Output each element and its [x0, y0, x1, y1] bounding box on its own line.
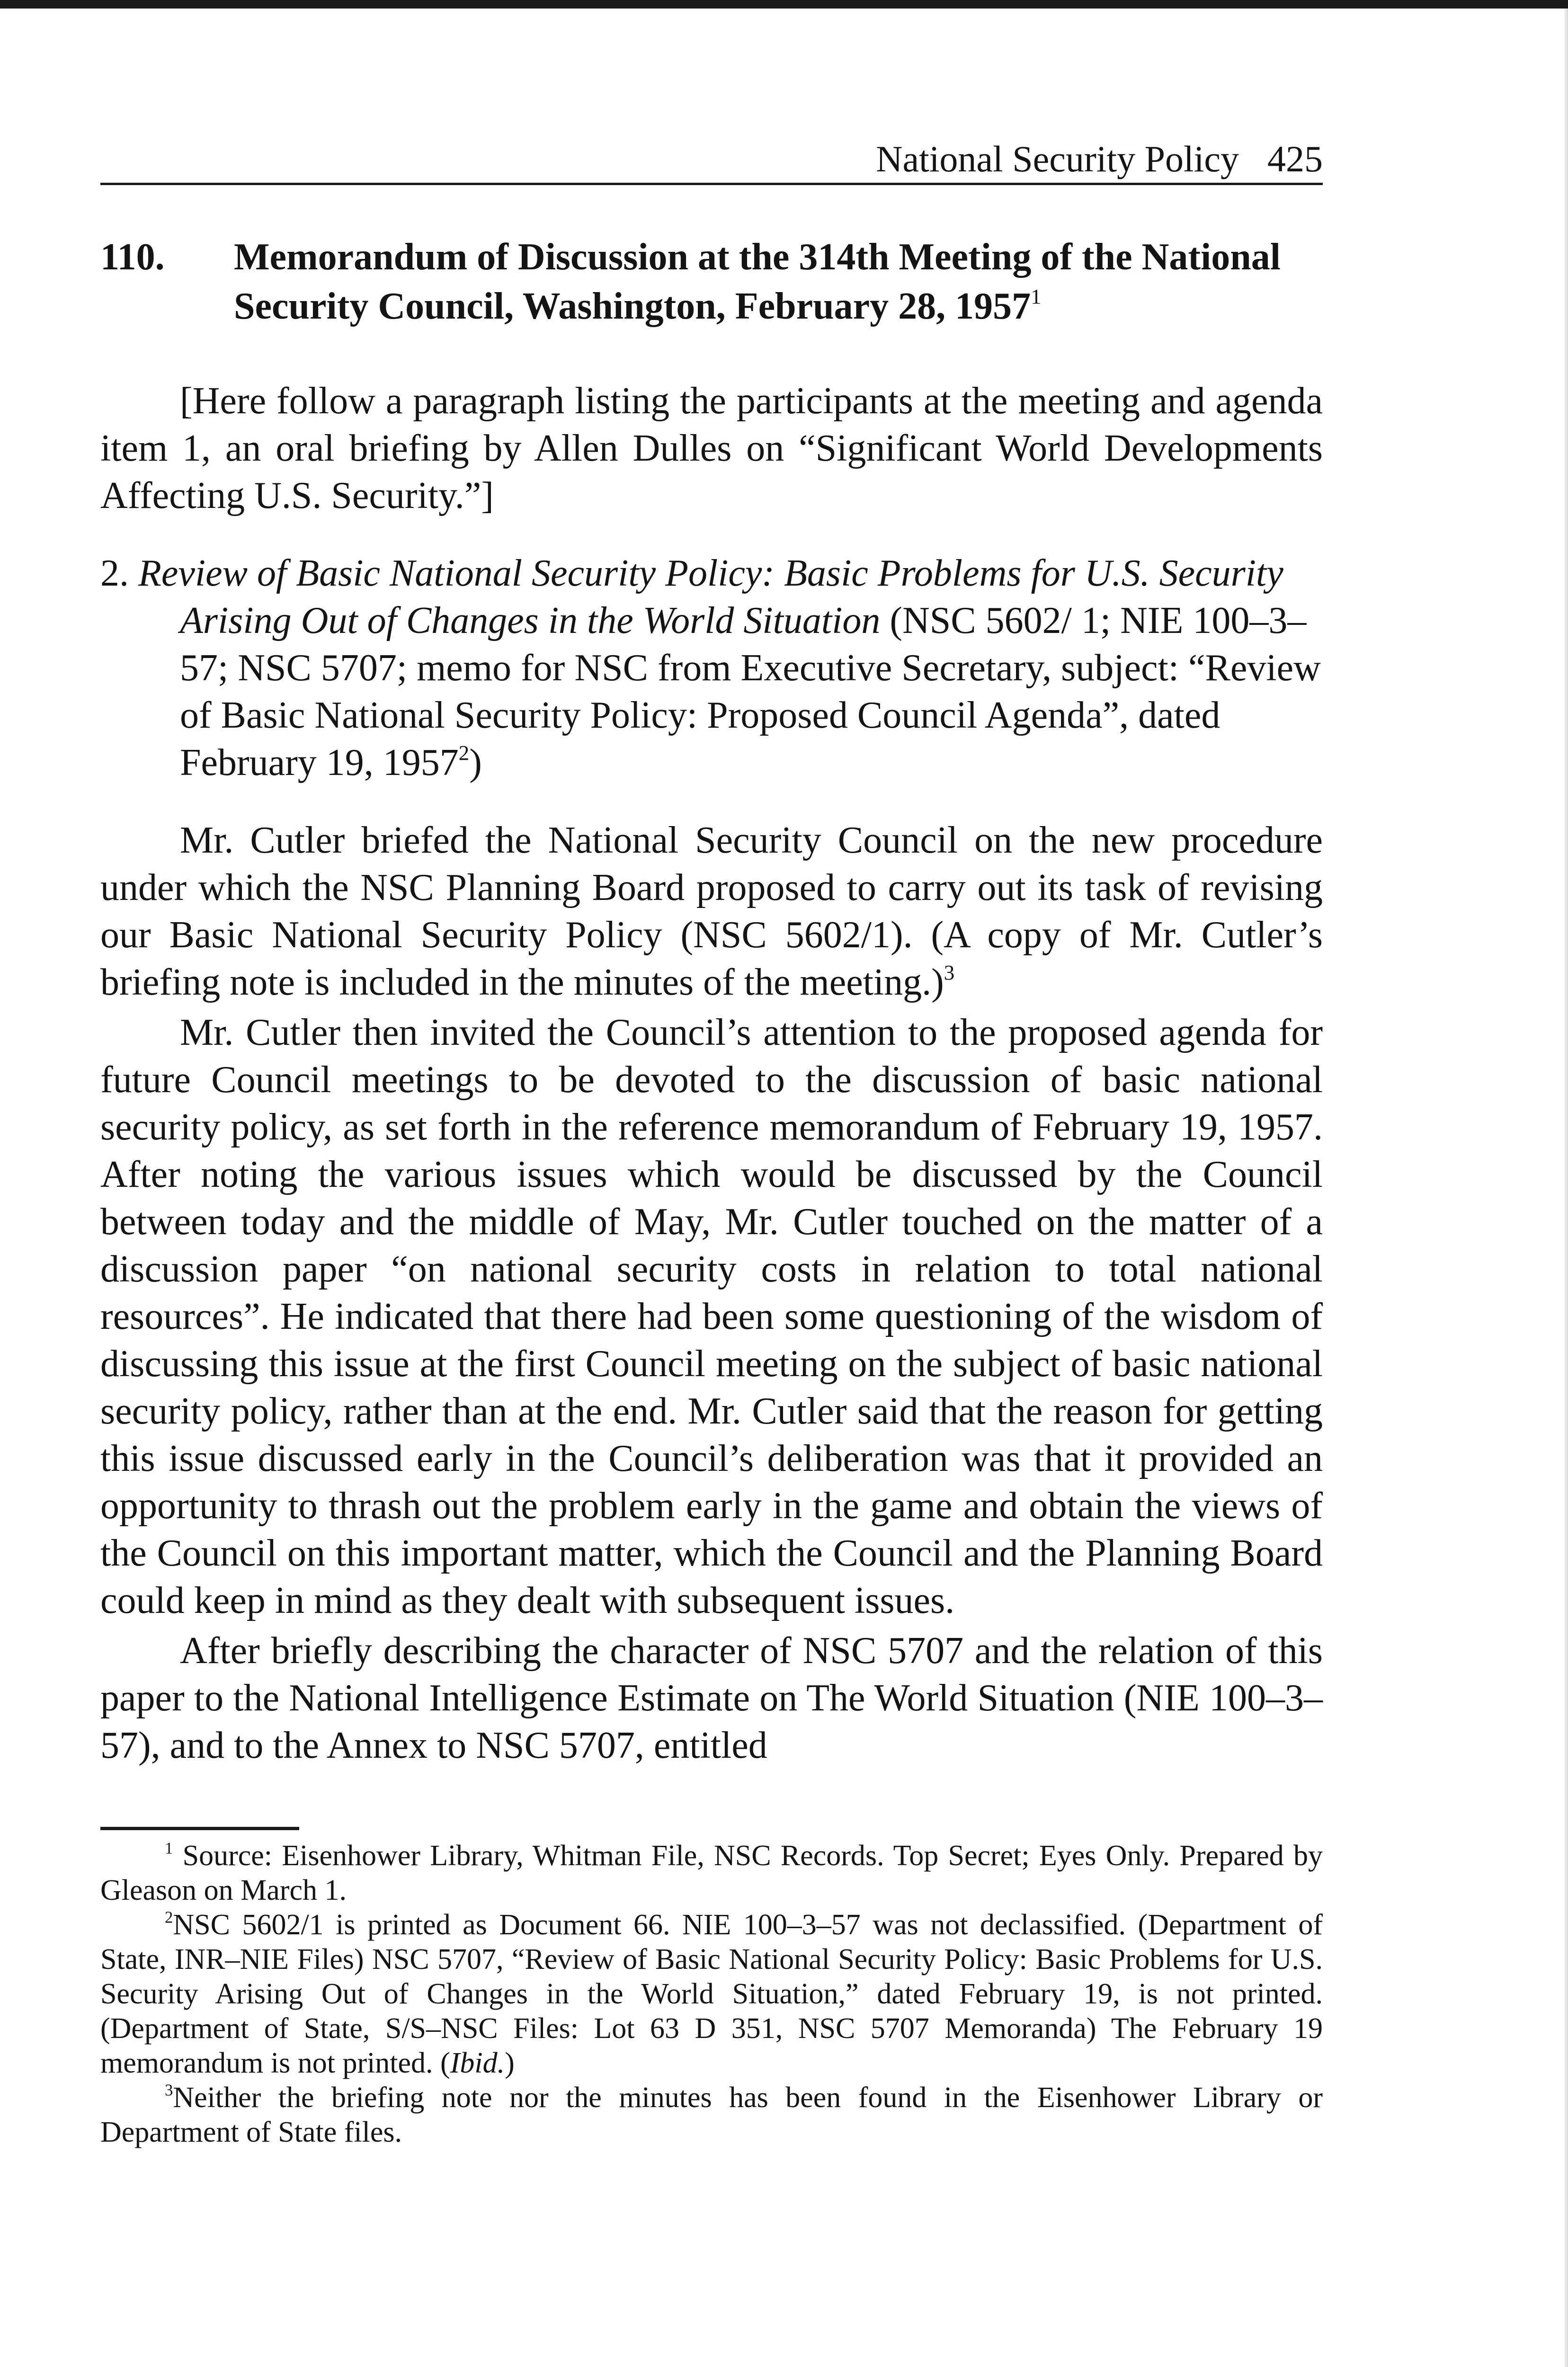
body-paragraph-text: Mr. Cutler briefed the National Security Council on the new procedure under which the NSC Planning Board proposed to carry out its task of revising our Basic National Security Policy (NSC 5602/1). (A copy of Mr. Cutler’s briefing note is included in the minutes of the meeting.) [100, 819, 1323, 1003]
body-paragraph-2: Mr. Cutler then invited the Council’s attention to the proposed agenda for future Council meetings to be devoted to the discussion of basic national security policy, as set forth in the reference memorandum of February 19, 1957. After noting the various issues which would be discussed by the Council between today and the middle of May, Mr. Cutler touched on the matter of a discussion paper “on national security costs in relation to total national resources”. He indicated that there had been some questioning of the wisdom of discussing this issue at the first Council meeting on the subject of basic national security policy, rather than at the end. Mr. Cutler said that the reason for getting this issue discussed early in the Council’s deliberation was that it provided an opportunity to thrash out the problem early in the game and obtain the views of the Council on this important matter, which the Council and the Planning Board could keep in mind as they dealt with subsequent issues. [100, 1012, 1323, 1621]
footnote-ref-1: 1 [1031, 284, 1042, 308]
footnote-ref-3: 3 [944, 960, 955, 984]
document-number: 110. [100, 236, 165, 278]
editorial-note: [Here follow a paragraph listing the participants at the meeting and agenda item 1, an oral briefing by Allen Dulles on “Significant World Developments Affecting U.S. Security.”] [100, 380, 1323, 516]
scan-top-edge [0, 0, 1568, 9]
agenda-item-title: Review of Basic National Security Policy: Basic Problems for U.S. Security Arising Out of Changes in the World Situation [138, 552, 1283, 641]
footnote-italic-text: Ibid. [450, 2047, 505, 2079]
document-title-text: Memorandum of Discussion at the 314th Meeting of the National Security Council, Washington, February 28, 1957 [234, 236, 1281, 327]
document-title [234, 232, 1323, 331]
footnote-3 [100, 2081, 1323, 2150]
running-title: National Security Policy [876, 138, 1239, 179]
footnotes [100, 1839, 1323, 2150]
body-paragraph-1 [100, 817, 1323, 1006]
footnote-1 [100, 1839, 1323, 1908]
running-header [100, 137, 1323, 185]
document-heading [100, 232, 1323, 331]
agenda-item-closing: ) [469, 742, 482, 783]
scan-right-edge [1564, 9, 1568, 2367]
footnote-text: Neither the briefing note nor the minutes has been found in the Eisenhower Library or Department of State files. [100, 2082, 1323, 2148]
body-paragraph-3: After briefly describing the character of NSC 5707 and the relation of this paper to the National Intelligence Estimate on The World Situation (NIE 100–3–57), and to the Annex to NSC 5707, entitled [100, 1630, 1323, 1766]
footnote-number: 1 [165, 1839, 173, 1858]
agenda-item-2 [100, 550, 1323, 786]
footnote-text: NSC 5602/1 is printed as Document 66. NIE 100–3–57 was not declassified. (Department of State, INR–NIE Files) NSC 5707, “Review of Basic National Security Policy: Basic Problems for U.S. Security Arising Out of Changes in the World Situation,” dated February 19, is not printed. (Department of State, S/S–NSC Files: Lot 63 D 351, NSC 5707 Memoranda) The February 19 memorandum is not printed. ( [100, 1909, 1323, 2079]
agenda-item-number: 2. [100, 552, 129, 594]
footnote-number: 3 [165, 2081, 173, 2100]
book-page [100, 137, 1323, 2150]
footnote-number: 2 [165, 1908, 173, 1927]
footnote-ref-2: 2 [458, 740, 470, 765]
page-number: 425 [1267, 138, 1323, 179]
footnote-text: Source: Eisenhower Library, Whitman File, NSC Records. Top Secret; Eyes Only. Prepared by Gleason on March 1. [100, 1840, 1323, 1906]
footnote-divider [100, 1827, 299, 1830]
footnote-text-end: ) [505, 2047, 515, 2079]
footnote-2 [100, 1908, 1323, 2081]
agenda-item-references: (NSC 5602/ 1; NIE 100–3–57; NSC 5707; memo for NSC from Executive Secretary, subject: “Review of Basic National Security Policy: Proposed Council Agenda”, dated February 19, 1957 [180, 600, 1321, 783]
